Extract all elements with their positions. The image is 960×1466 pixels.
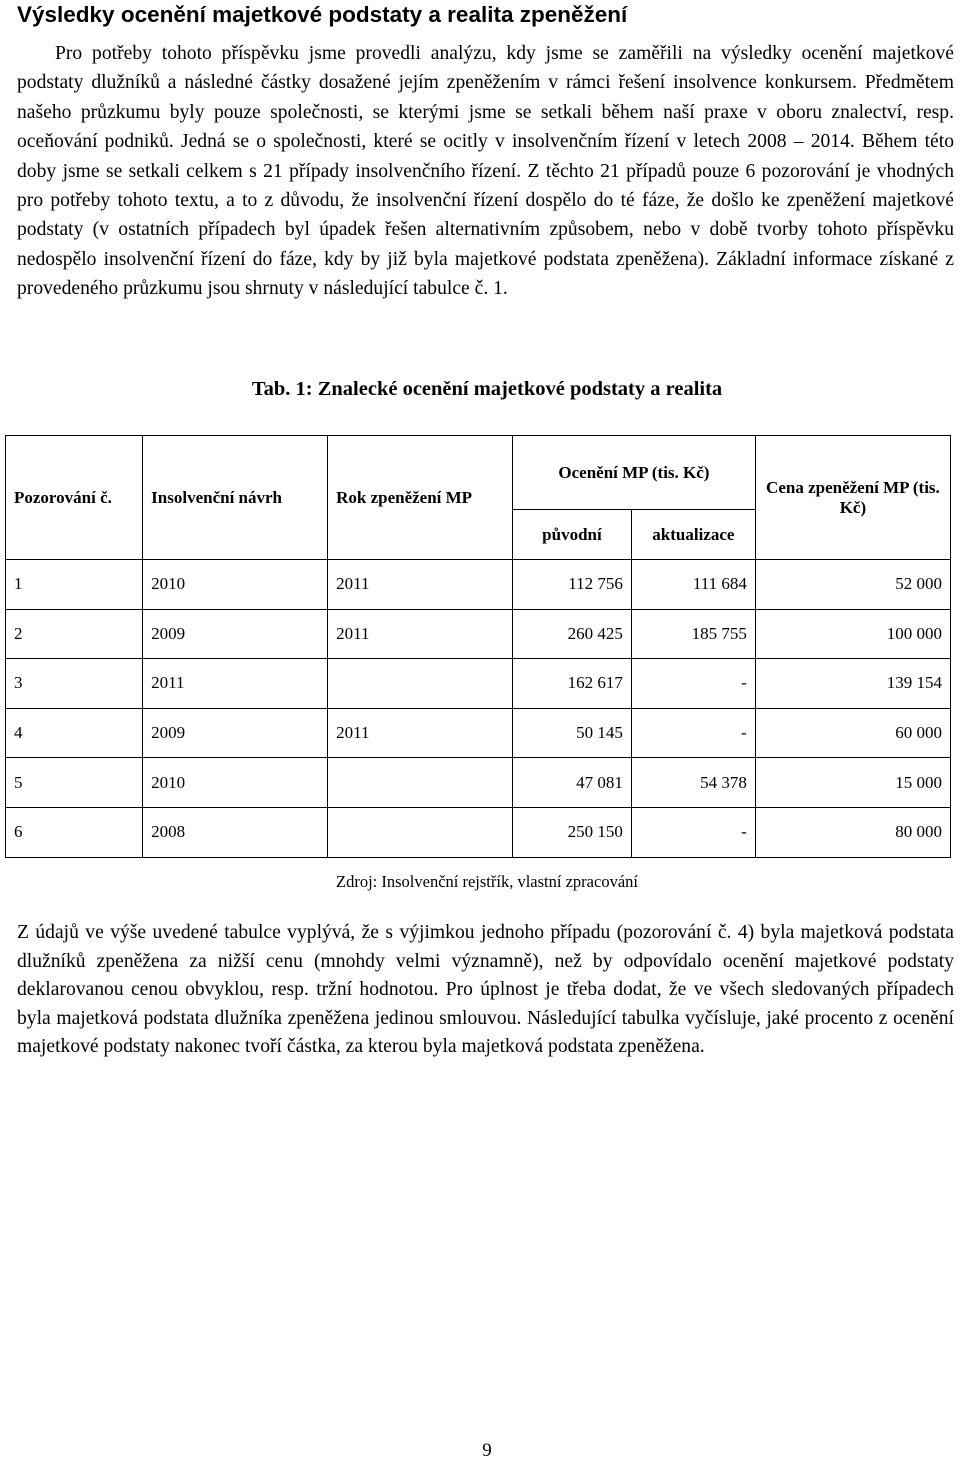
cell-year: 2011 <box>328 708 513 758</box>
header-insolvency-proposal: Insolvenční návrh <box>143 436 328 560</box>
table-row <box>6 758 951 808</box>
cell-proposal: 2008 <box>143 807 328 857</box>
conclusion-paragraph: Z údajů ve výše uvedené tabulce vyplývá, že s výjimkou jednoho případu (pozorování č. 4) byla majetková podstata dlužníků zpeněžena za nižší cenu (mnohdy velmi významně), než by odpovídalo ocenění majetkové podstaty deklarovanou cenou obvyklou, resp. tržní hodnotou. Pro úplnost je třeba dodat, že ve všech sledovaných případech byla majetková podstata dlužníka zpeněžena jedinou smlouvou. Následující tabulka vyčísluje, jaké procento z ocenění majetkové podstaty nakonec tvoří částka, za kterou byla majetková podstata zpeněžena. <box>17 922 954 1058</box>
header-valuation-group: Ocenění MP (tis. Kč) <box>513 436 756 510</box>
table-source-note: Zdroj: Insolvenční rejstřík, vlastní zpracování <box>336 872 638 891</box>
cell-observation: 6 <box>6 807 143 857</box>
cell-original: 250 150 <box>513 807 632 857</box>
header-observation: Pozorování č. <box>6 436 143 560</box>
cell-updated: - <box>631 708 755 758</box>
cell-observation: 1 <box>6 560 143 610</box>
cell-observation: 2 <box>6 609 143 659</box>
section-heading: Výsledky ocenění majetkové podstaty a realita zpeněžení <box>17 2 628 27</box>
table-row <box>6 560 951 610</box>
cell-proposal: 2009 <box>143 609 328 659</box>
cell-price: 60 000 <box>755 708 950 758</box>
cell-price: 52 000 <box>755 560 950 610</box>
cell-updated: - <box>631 659 755 709</box>
cell-proposal: 2011 <box>143 659 328 709</box>
cell-updated: 54 378 <box>631 758 755 808</box>
cell-original: 162 617 <box>513 659 632 709</box>
cell-year: 2011 <box>328 560 513 610</box>
cell-original: 47 081 <box>513 758 632 808</box>
page-number: 9 <box>482 1440 492 1461</box>
cell-year <box>328 758 513 808</box>
valuation-table <box>5 435 951 858</box>
intro-paragraph: Pro potřeby tohoto příspěvku jsme provedli analýzu, kdy jsme se zaměřili na výsledky ocenění majetkové podstaty dlužníků a následné částky dosažené jejím zpeněžením v rámci řešení insolvence konkursem. Předmětem našeho průzkumu byly pouze společnosti, se kterými jsme se setkali během naší praxe v oboru znalectví, resp. oceňování podniků. Jedná se o společnosti, které se ocitly v insolvenčním řízení v letech 2008 – 2014. Během této doby jsme se setkali celkem s 21 případy insolvenčního řízení. Z těchto 21 případů pouze 6 pozorování je vhodných pro potřeby tohoto textu, a to z důvodu, že insolvenční řízení dospělo do té fáze, že došlo ke zpeněžení majetkové podstaty (v ostatních případech byl úpadek řešen alternativním způsobem, nebo v době tvorby tohoto příspěvku nedospělo insolvenční řízení do fáze, kdy by již byla majetkové podstata zpeněžena). Základní informace získané z provedeného průzkumu jsou shrnuty v následující tabulce č. 1. <box>17 43 954 300</box>
cell-updated: 185 755 <box>631 609 755 659</box>
cell-updated: 111 684 <box>631 560 755 610</box>
cell-price: 15 000 <box>755 758 950 808</box>
cell-original: 50 145 <box>513 708 632 758</box>
header-liquidation-price: Cena zpeněžení MP (tis. Kč) <box>755 436 950 560</box>
table-header-row <box>6 436 951 510</box>
cell-price: 139 154 <box>755 659 950 709</box>
cell-original: 112 756 <box>513 560 632 610</box>
cell-observation: 3 <box>6 659 143 709</box>
cell-proposal: 2010 <box>143 758 328 808</box>
cell-observation: 4 <box>6 708 143 758</box>
header-valuation-updated: aktualizace <box>631 510 755 560</box>
cell-updated: - <box>631 807 755 857</box>
cell-original: 260 425 <box>513 609 632 659</box>
cell-price: 100 000 <box>755 609 950 659</box>
cell-year <box>328 807 513 857</box>
table-row <box>6 708 951 758</box>
table-row <box>6 659 951 709</box>
table-row <box>6 609 951 659</box>
header-liquidation-year: Rok zpeněžení MP <box>328 436 513 560</box>
cell-year: 2011 <box>328 609 513 659</box>
cell-proposal: 2009 <box>143 708 328 758</box>
cell-year <box>328 659 513 709</box>
header-valuation-original: původní <box>513 510 632 560</box>
table-caption: Tab. 1: Znalecké ocenění majetkové podstaty a realita <box>251 378 723 400</box>
cell-price: 80 000 <box>755 807 950 857</box>
table-row <box>6 807 951 857</box>
cell-observation: 5 <box>6 758 143 808</box>
cell-proposal: 2010 <box>143 560 328 610</box>
